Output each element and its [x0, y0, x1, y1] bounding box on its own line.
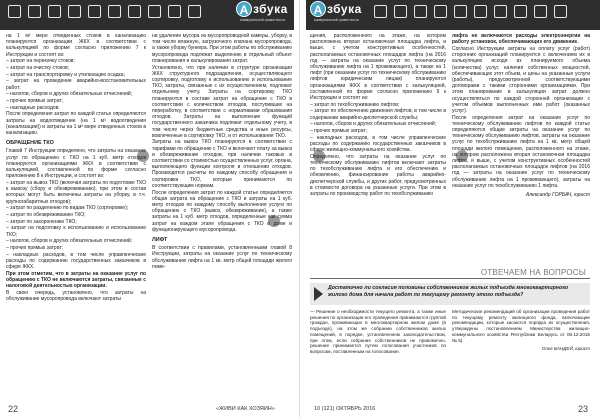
paragraph: После определения затрат по каждой статье определяется общая затрата на обращение с ТКО и затраты на 1 куб. метр отходов по каждому способу выполнения услуги по обращению с ТКО (вывоз, обезвреживание), а также затраты на 1 куб. метр отходов, определенные как сумма затрат на каждом этапе обращения с ТКО в доме и функционирующего мусоропровода.	[152, 189, 292, 233]
calculator-icon	[474, 5, 487, 18]
truck-icon	[148, 5, 161, 18]
list-item: – затрат на вывоз ТКО (включая затраты по подготовке ТКО к вывозу (сбору и обезвреживанию), при этом в состав которых могут быть включены затраты на уборку, в т.ч. крупногабаритных отходов);	[6, 179, 146, 205]
list-item: – затрат на проведение аварийно-восстановительных работ;	[6, 78, 146, 91]
lamp-icon	[68, 5, 81, 18]
section-heading-tko: ОБРАЩЕНИЕ ТКО	[6, 140, 54, 147]
article-column-2	[152, 33, 292, 271]
paragraph: Методические рекомендаций об организации проведения работ по текущему ремонту жилищного фонда, включающие рекомендации, которые касаются порядка их осуществления, утверждены постановлением Министерства жилищно-коммунального хозяйства Республики Беларусь от 06.12.2015 № 5).	[452, 309, 590, 343]
bucket-icon	[394, 5, 407, 18]
list-item: – затрат по обезвреживанию ТКО;	[6, 211, 86, 218]
faucet-icon	[28, 5, 41, 18]
radiator-icon	[374, 5, 387, 18]
paragraph: После определения затрат по каждой статье определяются затраты на водоотведение (на 1 м³ водоотведения (канализации)) и затраты на 1 м³ мере отведенных стоков в канализацию.	[6, 111, 146, 137]
list-item: – прочих прямых затрат;	[6, 245, 64, 251]
list-item: – затрат на перекачку стоков;	[6, 58, 75, 65]
faucet-icon	[514, 5, 527, 18]
qa-section-title: ОТВЕЧАЕМ НА ВОПРОСЫ	[480, 268, 586, 277]
paragraph: на 1 м² мере отведенных стоков в канализацию планируются организации ЖКХ в соответствии с калькуляцией по форме согласно приложению 7 к Инструкции и состоят из:	[6, 33, 146, 58]
list-item: – налогов, сборов и других обязательных отчислений;	[310, 121, 437, 128]
tools-icon	[494, 5, 507, 18]
list-item: – затрат на транспортировку и утилизацию осадка;	[6, 71, 125, 78]
paragraph: Затраты на вывоз ТКО планируются в соответствии с тарифами по обращению с ТКО и включают плату за вывоз и обезвреживание отходов, при наличии таковых в соответствии со стоимостью осуществленных услуг, органа, выполняющего функции контроля в отношении отходов. Производятся расчеты по каждому способу обращения и сортировки ТКО, которые принимаются по соответствующим нормам.	[152, 139, 292, 189]
list-item: – затрат по обеспечению движения лифтов, в том числе в содержании аварийно-диспетчерской службы;	[310, 108, 446, 121]
logo-subtitle-right: коммунальной грамотности	[314, 18, 359, 22]
list-item: – затрат на подготовку к использованию и использование ТКО;	[6, 225, 146, 238]
list-item: – затрат на очистку стоков;	[6, 65, 70, 72]
paragraph: на удаление мусора из мусоропроводной камеры, уборку, в том числе влажную, загрузочного клапана мусоропровода, а также уборку бункера. При этом работы по обслуживанию мусоропровода подлежат выделению в отдельный объект планирования и калькулирования затрат.	[152, 33, 292, 64]
publication-name: «ЖИВИ КАК ХОЗЯИН»	[216, 406, 275, 412]
qa-divider	[310, 278, 590, 279]
list-item: – затрат по техобслуживанию лифтов;	[310, 101, 400, 108]
question-box	[310, 283, 590, 305]
header-band-left	[0, 0, 294, 30]
category-icons-right	[374, 5, 567, 18]
list-item: – накладных расходов.	[6, 104, 60, 111]
paragraph-bold: лифта не включаются расходы электроэнергии на работу установок, обеспечивающих его движение.	[452, 33, 590, 46]
logo-badge: A	[236, 1, 252, 17]
paragraph: В свою очередь, установлено, что затраты на обслуживание мусоропровода включают затраты	[6, 289, 146, 303]
list-item: – затрат по захоронению ТКО;	[6, 218, 77, 225]
page-number-left: 22	[8, 404, 19, 414]
azbuka-logo-right	[310, 1, 368, 29]
issue-info: 10 (121) ОКТЯБРЬ 2016	[314, 406, 376, 412]
page-number-right: 23	[578, 404, 589, 414]
page-footer	[0, 401, 600, 417]
logo-word-right: збука	[327, 2, 362, 16]
tools-icon	[8, 5, 21, 18]
list-item: – накладных расходов, в том числе управленческие расходы по содержанию государственных заказчиков в сфере ЖКХ.	[6, 251, 146, 271]
house-icon	[48, 5, 61, 18]
radiator-icon	[88, 5, 101, 18]
page-gutter	[299, 0, 300, 417]
section-heading-lift: ЛИФТ	[152, 237, 168, 243]
qa-author-signature: Олег БАНДЕЙ, юрист	[541, 346, 590, 352]
paragraph: После определения затрат на оказание услуг по техническому обслуживанию лифтов по каждой статье определяются общие затраты на оказание услуг по техническому обслуживанию лифтов, затраты на оказание услуг по техобслуживанию лифта на 1 кв. метр общей площади жилого помещения, расположенного на этаже, на котором расположена вторая остановочная площадка лифта, и выше, с учетом конструктивных особенностей располагаемых остановочных площадок лифтов (на 2016 год — затраты на оказание услуг по техническому обслуживанию лифта на 1 проживающего), затраты на оказание услуг по техобслуживанию 1 лифта.	[452, 114, 590, 189]
document-icon	[454, 5, 467, 18]
calculator-icon	[188, 5, 201, 18]
azbuka-logo	[236, 1, 294, 29]
snowflake-icon	[414, 5, 427, 18]
question-text: Достаточно ли согласия половины собственников жилых подъезда многоквартирного жилого дома для начала работ по текущему ремонту этого подъезда?	[328, 285, 569, 298]
answer-column-left	[310, 309, 446, 355]
article-column-3	[310, 33, 446, 198]
article-column-4	[452, 33, 590, 198]
logo-subtitle: коммунальной грамотности	[240, 18, 285, 22]
paragraph-bold: При этом отметим, что в затраты на оказание услуг по обращению с ТКО не включаются затраты, связанные с налоговой деятельностью организации.	[6, 270, 146, 290]
list-item: – затрат по разделению по видам ТКО (сортировке);	[6, 205, 129, 212]
answer-column-right	[452, 309, 590, 352]
article-column-1	[6, 33, 146, 303]
paragraph: Согласно Инструкции затраты на оплату услуг (работ) сторонних организаций планируются с включением их в калькуляцию исходя из планируемого объема (количества) услуг, наличия собственных мощностей, обеспечивающих этот объем, и цены на указанные услуги (работы), предусмотренной соответствующими договорами с такими сторонними организациями. При этом планирование в калькуляции затрат должно осуществляться по каждой сторонней организации с учетом объемов выполненных ими работ (оказанных услуг).	[452, 45, 590, 114]
list-item: – налогов, сборов и других обязательных отчислений;	[6, 91, 133, 98]
lamp-icon	[554, 5, 567, 18]
house-icon	[534, 5, 547, 18]
list-item: – прочих прямых затрат;	[310, 128, 368, 135]
author-signature: Александр ГОРБАЧ, юрист	[525, 192, 590, 199]
header-band-right	[306, 0, 600, 30]
paragraph: щения, расположенного на этаже, на котором расположена вторая остановочная площадка лифта, и выше, с учетом конструктивных особенностей, располагаемых остановочных площадок лифта (на 2016 год — затраты на оказание услуг по техническому обслуживанию лифта на 1 проживающего), а также на 1 лифт (при оказании услуг по техническому обслуживанию лифтов юридическим лицам) планируются организациями ЖКХ в соответствии с калькуляцией, составленной по форме согласно приложению 9 к Инструкции и состоят из:	[310, 33, 446, 102]
list-item: – накладных расходов, в том числе управленческие расходы по содержанию государственных заказчиков в сфере жилищно-коммунального хозяйства.	[310, 134, 446, 154]
snowflake-icon	[128, 5, 141, 18]
logo-badge-right: A	[310, 1, 326, 17]
logo-word: збука	[253, 2, 288, 16]
paragraph: В соответствии с правилами, установленными главой 8 Инструкции, затраты на оказание услуг по техническому обслуживанию лифта на 1 кв. метр общей площади жилого поме-	[152, 245, 292, 270]
document-icon	[168, 5, 181, 18]
truck-icon	[434, 5, 447, 18]
bucket-icon	[108, 5, 121, 18]
paragraph: Главой 7 Инструкции определено, что затраты на оказание услуг по обращению с ТКО на 1 куб. метр отходов планируются организациями ЖКХ в соответствии с калькуляцией, составленной по форме согласно приложению 8 к Инструкции, и состоят из:	[6, 148, 146, 180]
paragraph: Установлено, что при наличии в структуре организации ЖКХ структурного подразделения, осуществляющего сортировку, подготовку к использованию и использование ТКО, затраты, связанные с их осуществлением, подлежат отдельному учету. Затраты на сортировку ТКО планируются в составе затрат на обращение с ТКО в соответствии с количеством отходов, поступивших на переработку, в соответствии с нормативами образования отходов. Затраты на выполнение функций государственного заказчика подлежат отдельному учету, в том числе через бюджетные средства и иные ресурсы, вовлеченные в сортировку ТКО, и от использования ТКО.	[152, 64, 292, 139]
paragraph: Определено, что затраты на оказание услуг по техническому обслуживанию лифтов включают затраты по техобслуживанию лифта и его обеспечению и обновлению, финансирование работы аварийно-диспетчерской службы, и других работ, предусмотренных в стоимости договора на указанные услуги. При этом в затраты по производству работ по техобслуживанию	[310, 153, 446, 198]
category-icons-left	[8, 5, 201, 18]
paragraph: — Решение о необходимости текущего ремонта, а также иные решения по организации его проведения принимаются группой граждан, проживающих в многоквартирном жилом доме (в подъезде), на этом же собрании собственников жилых помещений, в порядке, установленном законодательством, при этом, если собрание собственников не правомочно, решение принимается путем голосования участников по вопросам, поставленным на голосование.	[310, 309, 446, 354]
list-item: – прочих прямых затрат;	[6, 98, 64, 105]
arrow-icon	[314, 287, 323, 301]
list-item: – налогов, сборов и других обязательных отчислений;	[6, 238, 133, 245]
